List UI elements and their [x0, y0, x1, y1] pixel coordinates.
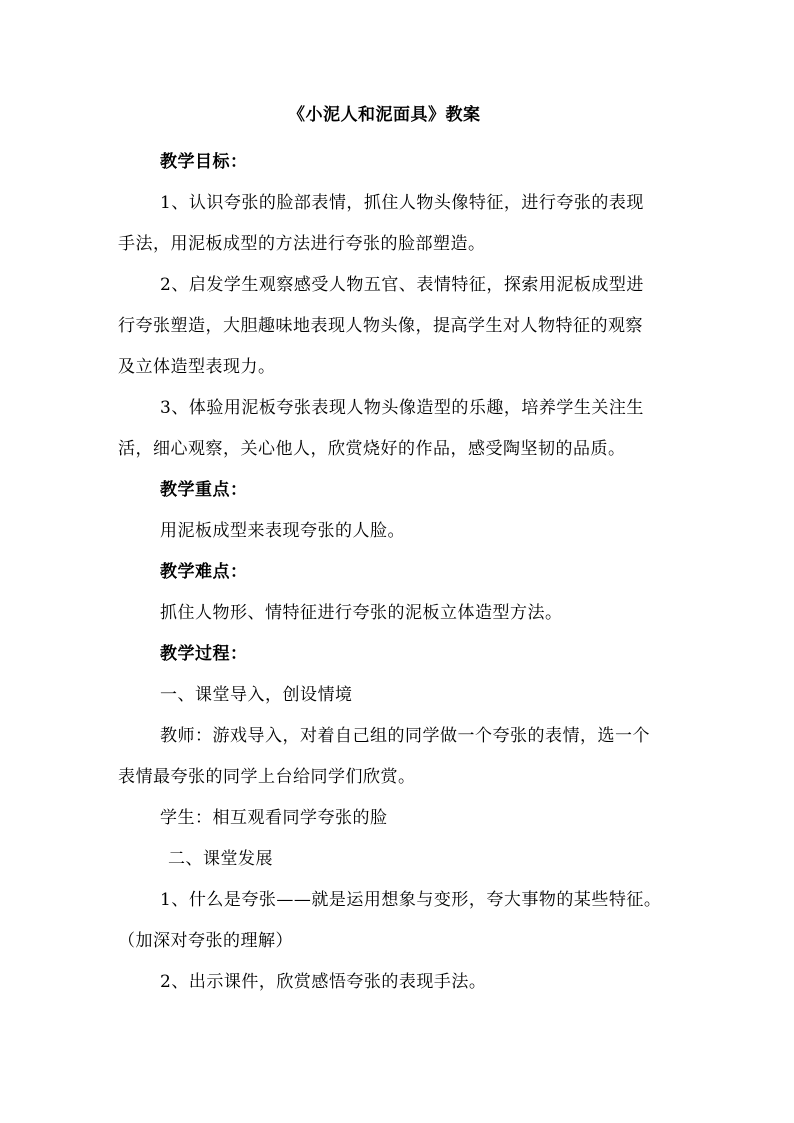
document-title: 《小泥人和泥面具》教案: [288, 105, 481, 125]
heading-key-points: 教学重点：: [160, 480, 248, 500]
paragraph-line: 3、体验用泥板夸张表现人物头像造型的乐趣，培养学生关注生: [160, 398, 644, 418]
paragraph-line: 手法，用泥板成型的方法进行夸张的脸部塑造。: [118, 234, 486, 254]
heading-teaching-goals: 教学目标：: [160, 152, 248, 172]
paragraph-line: 用泥板成型来表现夸张的人脸。: [160, 521, 405, 541]
paragraph-line: 活，细心观察，关心他人，欣赏烧好的作品，感受陶坚韧的品质。: [118, 439, 626, 459]
paragraph-line: 表情最夸张的同学上台给同学们欣赏。: [118, 767, 416, 787]
paragraph-line: 2、启发学生观察感受人物五官、表情特征，探索用泥板成型进: [160, 275, 644, 295]
section-heading: 一、课堂导入，创设情境: [160, 685, 353, 705]
paragraph-line: 1、什么是夸张——就是运用想象与变形，夸大事物的某些特征。: [160, 890, 662, 910]
paragraph-line: 抓住人物形、情特征进行夸张的泥板立体造型方法。: [160, 603, 563, 623]
heading-difficult-points: 教学难点：: [160, 562, 248, 582]
paragraph-line: 及立体造型表现力。: [118, 357, 276, 377]
paragraph-line: （加深对夸张的理解）: [118, 931, 293, 951]
paragraph-line: 2、出示课件，欣赏感悟夸张的表现手法。: [160, 972, 487, 992]
paragraph-line: 学生：相互观看同学夸张的脸: [160, 808, 388, 828]
paragraph-line: 行夸张塑造，大胆趣味地表现人物头像，提高学生对人物特征的观察: [118, 316, 643, 336]
paragraph-line: 1、认识夸张的脸部表情，抓住人物头像特征，进行夸张的表现: [160, 193, 644, 213]
heading-teaching-process: 教学过程：: [160, 644, 248, 664]
section-heading: 二、课堂发展: [168, 849, 273, 869]
paragraph-line: 教师：游戏导入，对着自己组的同学做一个夸张的表情，选一个: [160, 726, 650, 746]
